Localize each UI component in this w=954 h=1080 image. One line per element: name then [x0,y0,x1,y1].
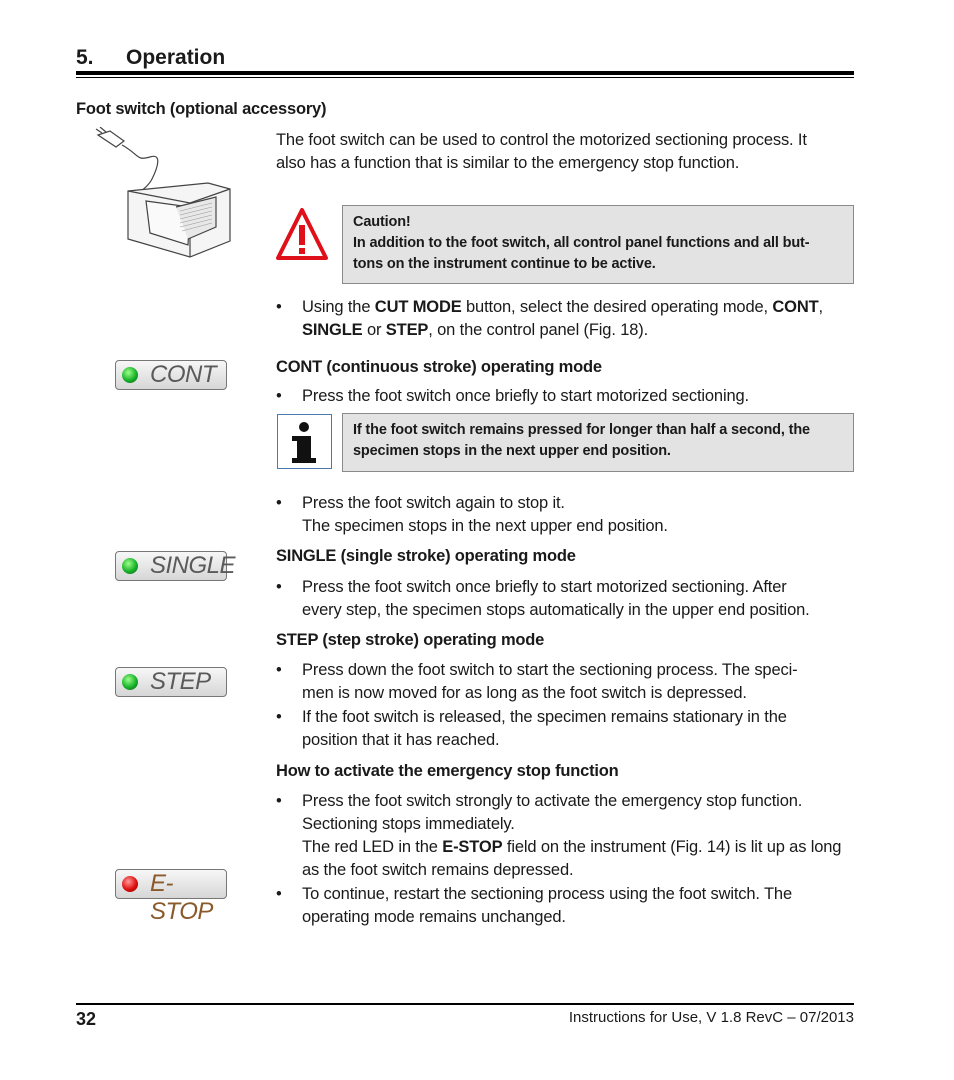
estop-heading: How to activate the emergency stop function [276,762,619,780]
single-button [115,551,236,581]
estop-button [115,869,227,925]
estop-button-label: E-STOP [150,870,213,925]
single-heading: SINGLE (single stroke) operating mode [276,547,576,565]
step-bullet-1: • Press down the foot switch to start the sectioning process. The speci- men is now moved for as long as the foot switch is depressed. [276,661,798,702]
footer-rule [76,1003,854,1005]
cont-heading: CONT (continuous stroke) operating mode [276,358,602,376]
red-led-icon [122,876,138,892]
select-mode-bullet [276,296,856,344]
step-button [115,667,227,697]
info-text: specimen stops in the next upper end position. [353,443,671,459]
section-title: Operation [126,46,226,69]
single-button-label: SINGLE [150,552,236,579]
green-led-icon [122,558,138,574]
intro-line: The foot switch can be used to control the motorized sectioning process. It [276,131,807,149]
info-box [342,413,854,472]
single-bullet: • Press the foot switch once briefly to start motorized sectioning. After every step, the specimen stops automatically in the upper end position. [276,578,810,619]
header-rule-thick [76,71,854,75]
step-button-label: STEP [150,668,211,695]
estop-bullet-2: • To continue, restart the sectioning process using the foot switch. The operating mode remains unchanged. [276,885,792,926]
info-text: If the foot switch remains pressed for longer than half a second, the [353,422,810,438]
select-mode-text: Using the CUT MODE button, select the desired operating mode, CONT, SINGLE or STEP, on the control panel (Fig. 18). [302,298,823,339]
warning-triangle-icon [275,207,329,261]
estop-bullet-1: • Press the foot switch strongly to activate the emergency stop function. Sectioning stops immediately. The red LED in the E-STOP field on the instrument (Fig. 14) is lit up as long as the foot switch remains depressed. [276,792,842,879]
green-led-icon [122,674,138,690]
intro-line: also has a function that is similar to the emergency stop function. [276,154,740,172]
step-bullet-2: • If the foot switch is released, the specimen remains stationary in the position that it has reached. [276,708,787,749]
caution-title: Caution! [353,214,411,230]
caution-text: tons on the instrument continue to be active. [353,256,656,272]
caution-box [342,205,854,284]
section-number: 5. [76,46,94,69]
page-number: 32 [76,1009,97,1029]
header-rule-thin [76,77,854,78]
cont-button [115,360,227,390]
foot-switch-illustration [92,127,242,267]
cont-bullet-2: • Press the foot switch again to stop it. The specimen stops in the next upper end position. [276,494,668,535]
document-version: Instructions for Use, V 1.8 RevC – 07/2013 [568,1009,854,1026]
intro-paragraph [276,129,856,175]
step-heading: STEP (step stroke) operating mode [276,631,545,649]
green-led-icon [122,367,138,383]
cont-bullet-1: • Press the foot switch once briefly to start motorized sectioning. [276,387,749,405]
info-icon [277,414,332,469]
caution-text: In addition to the foot switch, all control panel functions and all but- [353,235,810,251]
cont-button-label: CONT [150,361,216,388]
section-header [76,46,854,80]
bullet-dot: • [276,298,282,316]
foot-switch-heading: Foot switch (optional accessory) [76,100,327,118]
